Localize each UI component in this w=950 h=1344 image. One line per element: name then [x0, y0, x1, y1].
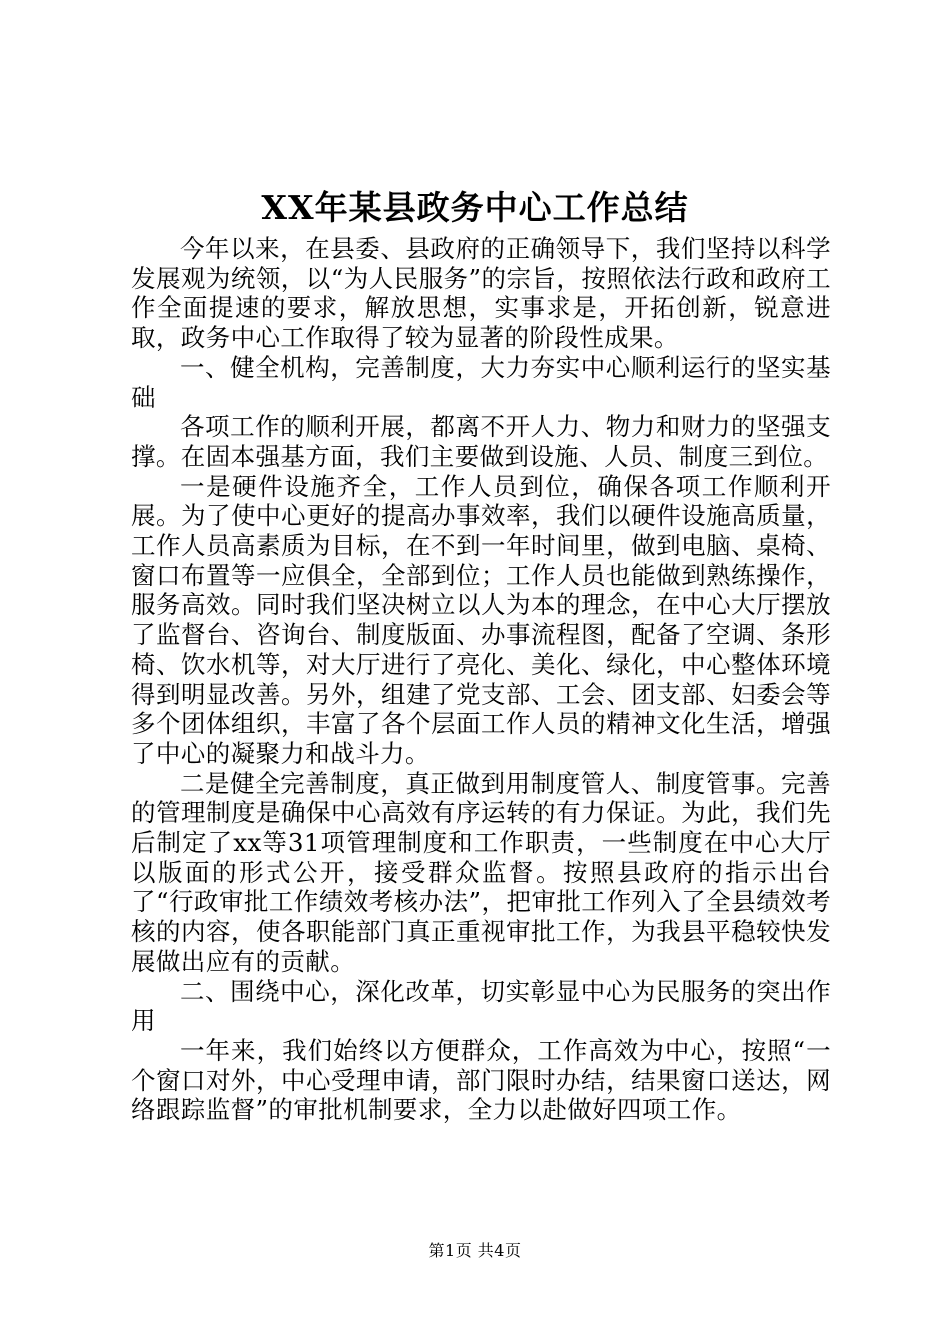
section-heading-2: 二、围绕中心，深化改革，切实彰显中心为民服务的突出作用: [131, 976, 831, 1036]
paragraph-facilities: 一是硬件设施齐全，工作人员到位，确保各项工作顺利开展。为了使中心更好的提高办事效率，我们以硬件设施高质量，工作人员高素质为目标，在不到一年时间里，做到电脑、桌椅、窗口布置等一应俱全，全部到位；工作人员也能做到熟练操作，服务高效。同时我们坚决树立以人为本的理念，在中心大厅摆放了监督台、咨询台、制度版面、办事流程图，配备了空调、条形椅、饮水机等，对大厅进行了亮化、美化、绿化，中心整体环境得到明显改善。另外，组建了党支部、工会、团支部、妇委会等多个团体组织，丰富了各个层面工作人员的精神文化生活，增强了中心的凝聚力和战斗力。: [131, 471, 831, 768]
document-body: [131, 234, 831, 1125]
paragraph-intro: 今年以来，在县委、县政府的正确领导下，我们坚持以科学发展观为统领，以“为人民服务”的宗旨，按照依法行政和政府工作全面提速的要求，解放思想，实事求是，开拓创新，锐意进取，政务中心工作取得了较为显著的阶段性成果。: [131, 234, 831, 353]
section-heading-1: 一、健全机构，完善制度，大力夯实中心顺利运行的坚实基础: [131, 352, 831, 412]
paragraph-rules: 二是健全完善制度，真正做到用制度管人、制度管事。完善的管理制度是确保中心高效有序运转的有力保证。为此，我们先后制定了xx等31项管理制度和工作职责，一些制度在中心大厅以版面的形式公开，接受群众监督。按照县政府的指示出台了“行政审批工作绩效考核办法”，把审批工作列入了全县绩效考核的内容，使各职能部门真正重视审批工作，为我县平稳较快发展做出应有的贡献。: [131, 768, 831, 976]
document-title: XX年某县政务中心工作总结: [261, 188, 689, 227]
page-footer: 第1页 共4页: [428, 1241, 522, 1260]
paragraph-service: 一年来，我们始终以方便群众，工作高效为中心，按照“一个窗口对外，中心受理申请，部门限时办结，结果窗口送达，网络跟踪监督”的审批机制要求，全力以赴做好四项工作。: [131, 1035, 831, 1125]
paragraph-support: 各项工作的顺利开展，都离不开人力、物力和财力的坚强支撑。在固本强基方面，我们主要做到设施、人员、制度三到位。: [131, 412, 831, 471]
